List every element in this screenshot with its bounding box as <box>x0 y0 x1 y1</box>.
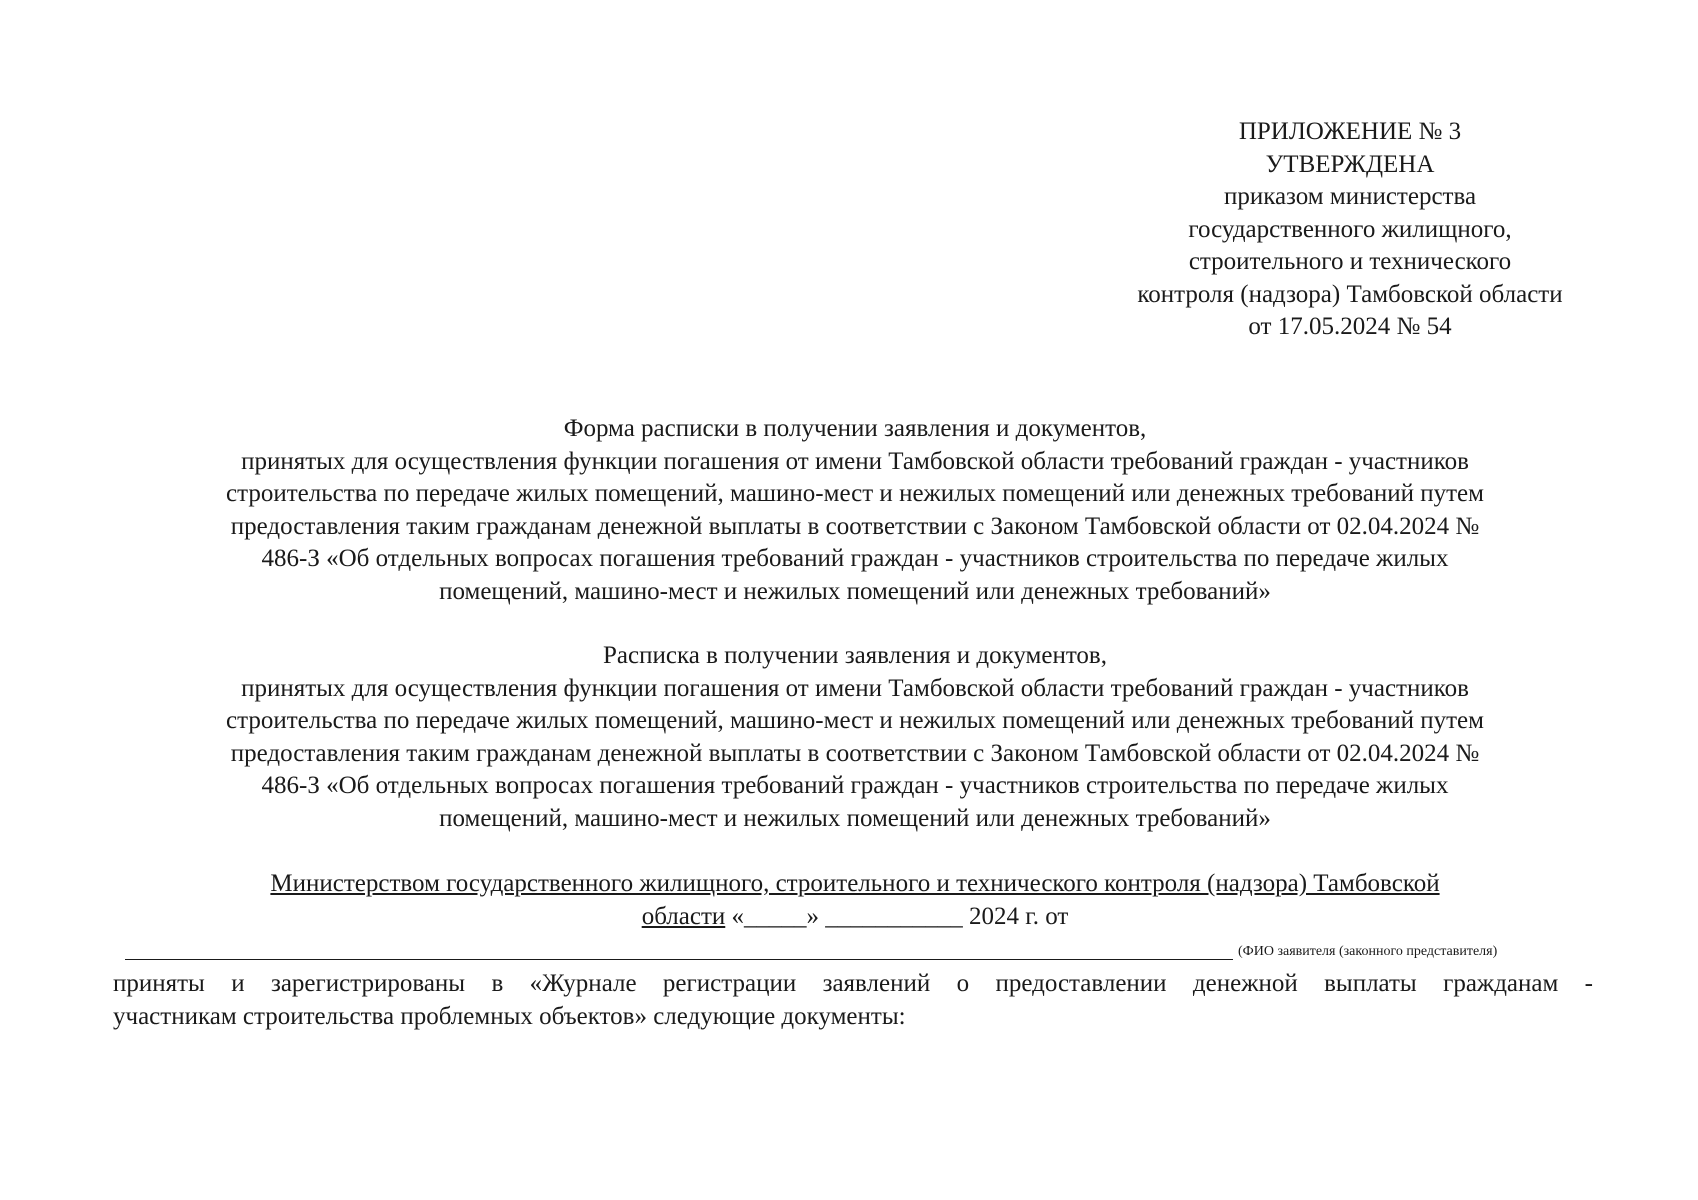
form-title <box>120 413 1590 608</box>
approval-line: строительного и технического <box>1188 248 1512 275</box>
registered-statement <box>113 968 1593 1033</box>
receipt-title-line: помещений, машино-мест и нежилых помещений или денежных требований» <box>439 804 1271 832</box>
receipt-title-line: 486-З «Об отдельных вопросах погашения требований граждан - участников строительства по передаче жилых <box>261 772 1449 799</box>
receipt-title-line: предоставления таким гражданам денежной выплаты в соответствии с Законом Тамбовской области от 02.04.2024 № <box>230 739 1480 767</box>
registered-line: приняты и зарегистрированы в «Журнале регистрации заявлений о предоставлении денежной выплаты гражданам - <box>113 970 1593 997</box>
receipt-title-line: строительства по передаче жилых помещений, машино-мест и нежилых помещений или денежных требований путем <box>226 707 1484 734</box>
approval-stamp <box>1090 116 1610 344</box>
approval-line: УТВЕРЖДЕНА <box>1265 150 1435 178</box>
receipt-title-line: Расписка в получении заявления и документов, <box>603 642 1107 669</box>
date-blank: «_____» ___________ 2024 г. от <box>725 902 1069 930</box>
registered-line: участникам строительства проблемных объектов» следующие документы: <box>113 1002 906 1030</box>
ministry-name: Министерством государственного жилищного, строительного и технического контроля (надзора) Тамбовской <box>270 870 1440 897</box>
form-title-line: помещений, машино-мест и нежилых помещений или денежных требований» <box>439 577 1271 605</box>
form-title-line: 486-З «Об отдельных вопросах погашения требований граждан - участников строительства по передаче жилых <box>261 545 1449 572</box>
form-title-line: предоставления таким гражданам денежной выплаты в соответствии с Законом Тамбовской области от 02.04.2024 № <box>230 512 1480 540</box>
form-title-line: Форма расписки в получении заявления и документов, <box>563 415 1147 442</box>
approval-line: от 17.05.2024 № 54 <box>1248 313 1452 340</box>
ministry-date-line <box>120 901 1590 934</box>
applicant-fio-caption: (ФИО заявителя (законного представителя) <box>1238 944 1498 959</box>
form-title-line: принятых для осуществления функции погашения от имени Тамбовской области требований граждан - участников <box>241 447 1469 475</box>
form-title-line: строительства по передаче жилых помещений, машино-мест и нежилых помещений или денежных требований путем <box>226 480 1484 507</box>
ministry-region: области <box>641 902 726 930</box>
ministry-statement <box>120 868 1590 933</box>
applicant-fio-row <box>125 938 1595 968</box>
approval-line: контроля (надзора) Тамбовской области <box>1137 280 1563 308</box>
receipt-title <box>120 640 1590 835</box>
approval-line: приказом министерства <box>1223 183 1477 210</box>
approval-line: государственного жилищного, <box>1188 215 1512 243</box>
approval-line: ПРИЛОЖЕНИЕ № 3 <box>1238 118 1462 145</box>
applicant-fio-blank <box>125 959 1233 960</box>
receipt-title-line: принятых для осуществления функции погашения от имени Тамбовской области требований граждан - участников <box>241 674 1469 702</box>
